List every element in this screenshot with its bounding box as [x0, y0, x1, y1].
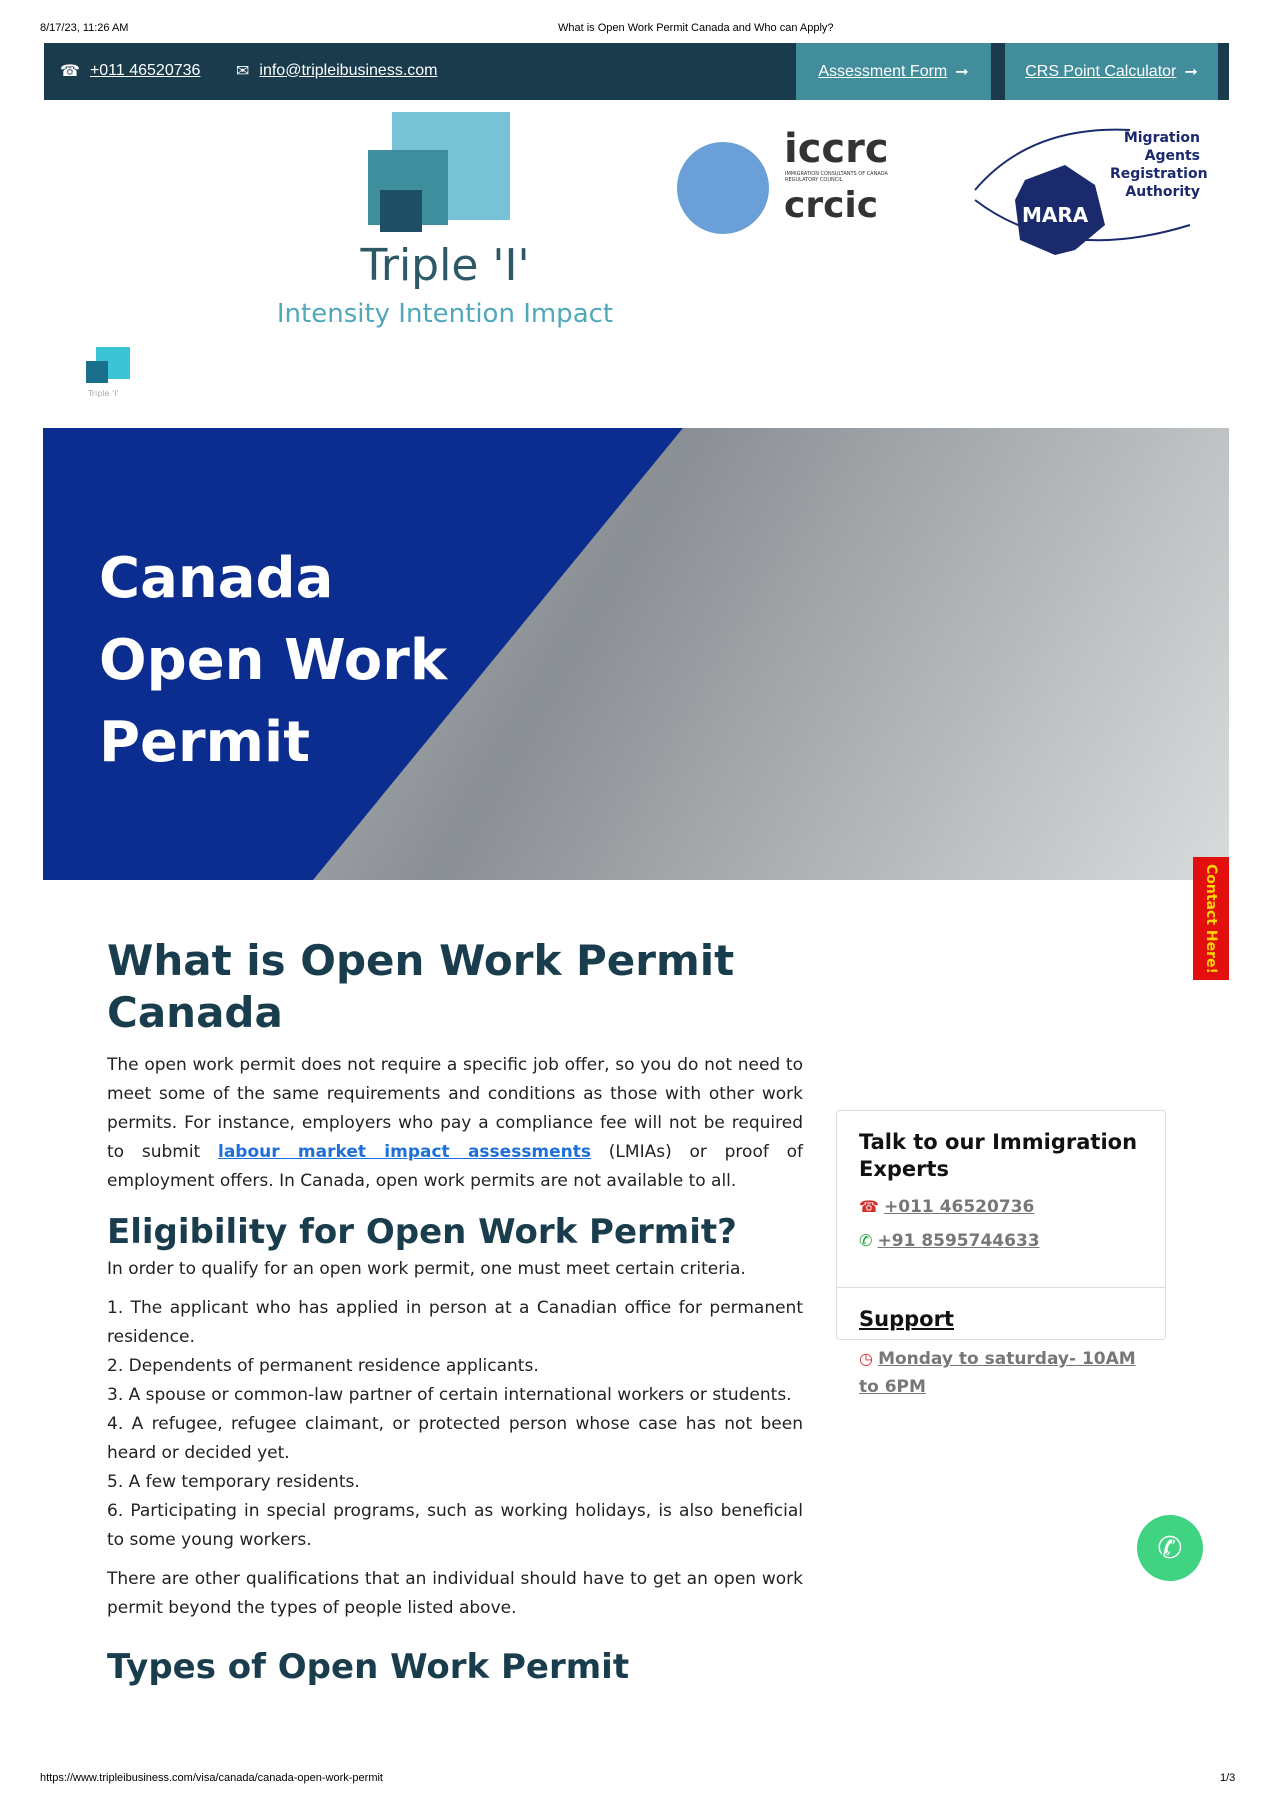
- phone-icon: ☎: [859, 1197, 879, 1216]
- list-item: 5. A few temporary residents.: [107, 1472, 360, 1492]
- eligibility-heading: Eligibility for Open Work Permit?: [107, 1212, 737, 1252]
- crs-calculator-button[interactable]: [1005, 43, 1218, 100]
- print-datetime: 8/17/23, 11:26 AM: [40, 22, 129, 34]
- list-item: 6. Participating in special programs, such as working holidays, is also beneficial to some young workers.: [107, 1501, 803, 1550]
- email-link[interactable]: info@tripleibusiness.com: [259, 61, 438, 79]
- mara-full-name: Migration Agents Registration Authority: [1110, 130, 1208, 200]
- contact-here-tab[interactable]: Contact Here!: [1193, 857, 1229, 980]
- top-bar: [44, 43, 1229, 100]
- brand-tagline: Intensity Intention Impact: [276, 299, 614, 329]
- whatsapp-icon: ✆: [859, 1231, 873, 1250]
- page-title: What is Open Work Permit Canada: [107, 936, 735, 1037]
- mara-logo: [970, 125, 1208, 260]
- crs-calculator-label[interactable]: CRS Point Calculator: [1025, 62, 1177, 80]
- print-url: https://www.tripleibusiness.com/visa/canada/canada-open-work-permit: [40, 1772, 383, 1784]
- list-item: 1. The applicant who has applied in person at a Canadian office for permanent residence.: [107, 1298, 803, 1347]
- topbar-phone[interactable]: [60, 61, 200, 80]
- lmia-link[interactable]: labour market impact assessments: [218, 1142, 592, 1162]
- triple-i-logo: [260, 110, 630, 335]
- topbar-email[interactable]: [236, 61, 438, 80]
- list-item: 2. Dependents of permanent residence applicants.: [107, 1356, 539, 1376]
- sidebar-whatsapp-link[interactable]: +91 8595744633: [877, 1231, 1040, 1251]
- maple-leaf-icon: [677, 142, 769, 234]
- iccrc-wordmark: iccrc: [784, 126, 889, 172]
- clock-icon: ◷: [859, 1349, 873, 1368]
- assessment-form-button[interactable]: [796, 43, 991, 100]
- hero-banner: [43, 428, 1229, 880]
- list-item: 3. A spouse or common-law partner of certain international workers or students.: [107, 1385, 792, 1405]
- envelope-icon: ✉: [236, 61, 250, 80]
- whatsapp-float-button[interactable]: [1137, 1515, 1203, 1581]
- eligibility-intro: In order to qualify for an open work permit, one must meet certain criteria.: [107, 1259, 746, 1279]
- print-page-number: 1/3: [1220, 1772, 1236, 1784]
- mara-wordmark: MARA: [1022, 203, 1089, 227]
- qualifications-paragraph: There are other qualifications that an individual should have to get an open work permit beyond the types of people listed above.: [107, 1569, 803, 1618]
- phone-link[interactable]: +011 46520736: [89, 61, 201, 79]
- intro-paragraph: The open work permit does not require a specific job offer, so you do not need to meet some of the same requirements and conditions as those with other work permits. For instance, employers who pay a compliance fee will not be required to submit labour market impact assessments (LMIAs) or proof of employment offers. In Canada, open work permits are not available to all.: [107, 1055, 803, 1191]
- eligibility-list: [107, 1294, 803, 1555]
- support-hours-link[interactable]: Monday to saturday- 10AM to 6PM: [859, 1349, 1136, 1397]
- small-logo-text: Triple 'I': [88, 389, 119, 398]
- hero-title: Canada Open Work Permit: [99, 546, 448, 775]
- support-heading[interactable]: Support: [859, 1307, 954, 1331]
- contact-sidebar: [836, 1110, 1166, 1397]
- phone-icon: ☎: [60, 61, 80, 80]
- small-logo[interactable]: [86, 347, 136, 405]
- list-item: 4. A refugee, refugee claimant, or protected person whose case has not been heard or decided yet.: [107, 1414, 803, 1463]
- crcic-wordmark: crcic: [784, 185, 879, 226]
- print-title: What is Open Work Permit Canada and Who can Apply?: [558, 22, 834, 34]
- sidebar-phone-link[interactable]: +011 46520736: [884, 1197, 1035, 1217]
- assessment-form-label[interactable]: Assessment Form: [818, 62, 948, 80]
- types-heading: Types of Open Work Permit: [107, 1647, 630, 1687]
- whatsapp-icon: ✆: [1157, 1530, 1183, 1566]
- iccrc-subtitle: IMMIGRATION CONSULTANTS OF CANADA REGULATORY COUNCIL: [785, 171, 888, 183]
- iccrc-logo: [672, 128, 912, 243]
- arrow-right-icon: ➞: [1184, 62, 1198, 81]
- arrow-right-icon: ➞: [955, 62, 969, 81]
- sidebar-title: Talk to our Immigration Experts: [859, 1130, 1138, 1181]
- brand-name: Triple 'I': [360, 240, 530, 291]
